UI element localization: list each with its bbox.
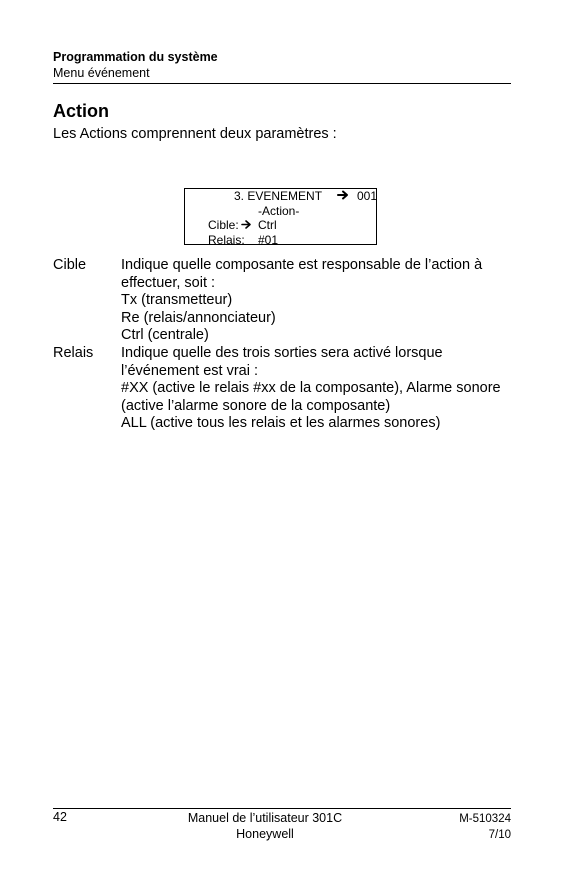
revision-date: 7/10: [488, 829, 511, 841]
footer-divider: [53, 808, 511, 809]
definition-line: Tx (transmetteur): [121, 292, 233, 309]
subsection-title: Menu événement: [53, 66, 150, 80]
document-number: M-510324: [459, 813, 511, 825]
page-title: Action: [53, 101, 109, 121]
definition-item: [53, 257, 513, 345]
lcd-event-label: 3. EVENEMENT: [234, 189, 323, 203]
definition-line: Re (relais/annonciateur): [121, 309, 276, 326]
definition-term: Cible: [53, 257, 87, 273]
right-arrow-icon: [241, 218, 252, 233]
lcd-relay-value: #01: [258, 232, 279, 247]
page-number: 42: [53, 810, 67, 824]
definition-line: effectuer, soit :: [121, 274, 216, 291]
definition-line: Ctrl (centrale): [121, 327, 209, 344]
lcd-menu-label: -Action-: [258, 203, 300, 218]
definition-line: ALL (active tous les relais et les alarmes sonores): [121, 415, 441, 432]
lcd-display: [184, 188, 377, 245]
company-name: Honeywell: [236, 827, 294, 841]
intro-paragraph: Les Actions comprennent deux paramètres :: [53, 126, 337, 142]
definition-item: [53, 345, 513, 433]
lcd-target-value: Ctrl: [258, 218, 277, 232]
definition-description: [121, 345, 513, 433]
definition-line: Indique quelle des trois sorties sera activé lorsque: [121, 344, 443, 361]
section-title: Programmation du système: [53, 50, 218, 64]
definition-description: [121, 257, 513, 345]
definition-line: #XX (active le relais #xx de la composante), Alarme sonore: [121, 380, 501, 397]
lcd-event-number: 001: [357, 189, 378, 203]
definition-line: Indique quelle composante est responsable de l’action à: [121, 257, 483, 273]
lcd-relay-label: Relais:: [208, 232, 245, 247]
right-arrow-icon: [337, 189, 349, 204]
definition-list: [53, 257, 513, 433]
definition-line: (active l’alarme sonore de la composante): [121, 397, 391, 414]
manual-title: Manuel de l’utilisateur 301C: [187, 811, 343, 825]
lcd-target-label: Cible:: [208, 218, 239, 232]
definition-line: l’événement est vrai :: [121, 362, 259, 379]
header-divider: [53, 83, 511, 84]
definition-term: Relais: [53, 344, 94, 361]
